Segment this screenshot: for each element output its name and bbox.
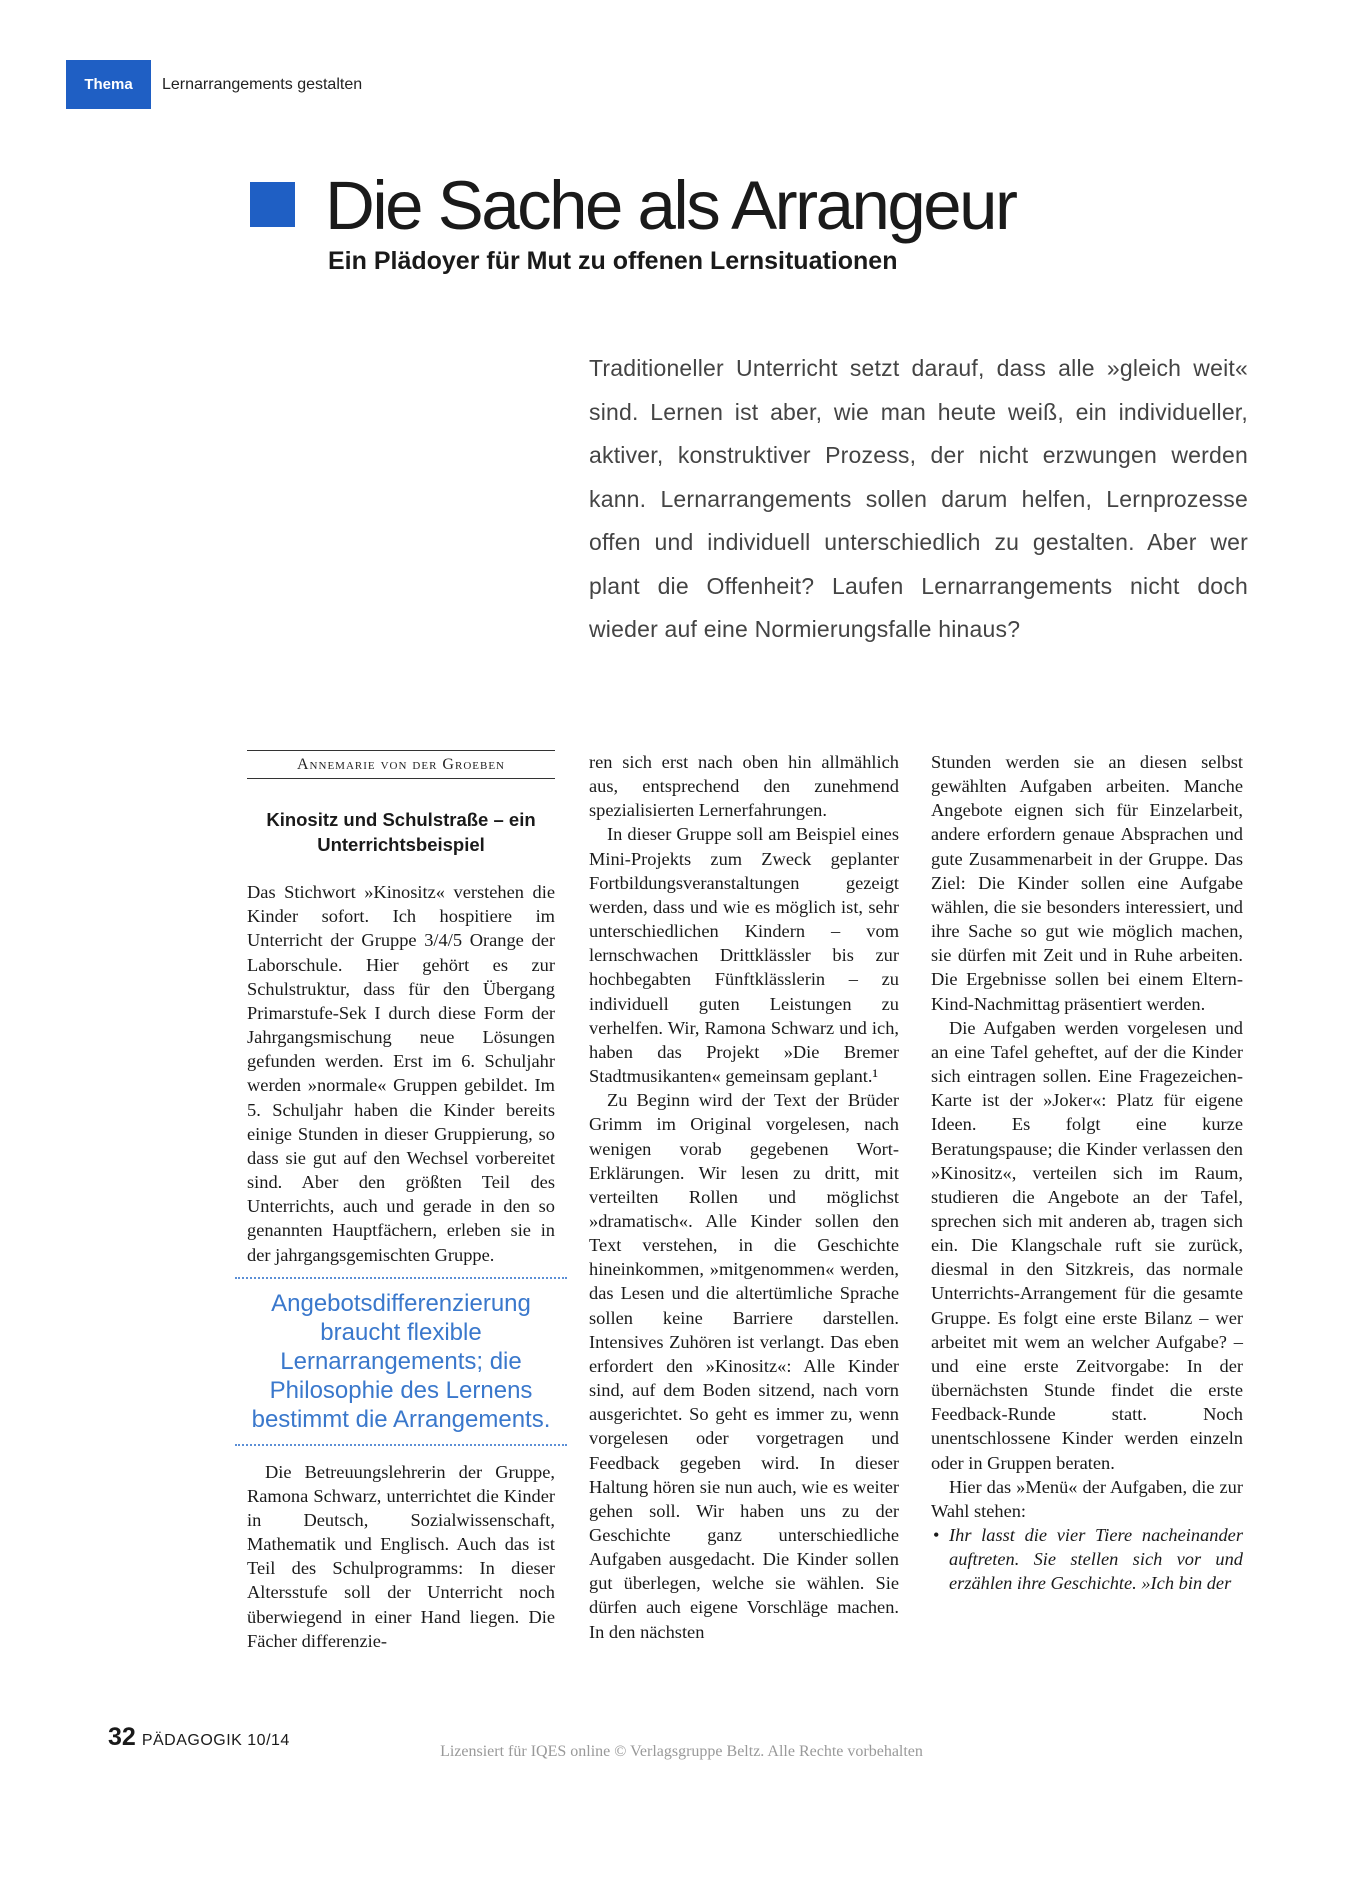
article-subtitle: Ein Plädoyer für Mut zu offenen Lernsituationen [328, 247, 898, 275]
body-paragraph: Hier das »Menü« der Aufgaben, die zur Wahl stehen: [931, 1476, 1243, 1521]
bullet-icon: • [933, 1525, 940, 1545]
pullquote [235, 1277, 567, 1446]
body-paragraph: ren sich erst nach oben hin allmählich aus, entsprechend den zunehmend spezialisierten Lernerfahrungen. [589, 752, 899, 821]
body-paragraph: In dieser Gruppe soll am Beispiel eines Mini-Projekts zum Zweck geplanter Fortbildungsveranstaltungen gezeigt werden, dass und wie es möglich ist, sehr unterschiedlichen Kindern – vom lernschwachen Drittklässler bis zur hochbegabten Fünftklässlerin – zu individuell guten Leistungen zu verhelfen. Wir, Ramona Schwarz und ich, haben das Projekt »Die Bremer Stadtmusikanten« gemeinsam geplant.¹ [589, 824, 899, 1087]
title-square-icon [250, 182, 295, 227]
body-paragraph: Die Aufgaben werden vorgelesen und an eine Tafel geheftet, auf der die Kinder sich eintragen sollen. Eine Fragezeichen-Karte ist der »Joker«: Platz für eigene Ideen. Es folgt eine kurze Beratungspause; die Kinder verlassen den »Kinositz«, verteilen sich im Raum, studieren die Angebote an der Tafel, sprechen sich mit anderen ab, tragen sich ein. Die Klangschale ruft sie zurück, diesmal in den Sitzkreis, das normale Unterrichts-Arrangement für die gesamte Gruppe. Es folgt eine erste Bilanz – wer arbeitet mit wem an welcher Aufgabe? – und eine erste Zeitvorgabe: In der übernächsten Stunde findet die erste Feedback-Runde statt. Noch unentschlossene Kinder werden einzeln oder in Gruppen beraten. [931, 1017, 1243, 1473]
license-note: Lizensiert für IQES online © Verlagsgruppe Beltz. Alle Rechte vorbehalten [440, 1743, 923, 1760]
body-paragraph: Stunden werden sie an diesen selbst gewählten Aufgaben arbeiten. Manche Angebote eignen sich für Einzelarbeit, andere erfordern genaue Absprachen und gute Zusammenarbeit in der Gruppe. Das Ziel: Die Kinder sollen eine Aufgabe wählen, die sie besonders interessiert, und ihre Sache so gut wie möglich machen, sie dürfen mit Zeit und in Ruhe arbeiten. Die Ergebnisse sollen bei einem Eltern-Kind-Nachmittag präsentiert werden. [931, 752, 1243, 1014]
section-label: Lernarrangements gestalten [162, 75, 363, 93]
author-name: Annemarie von der Groeben [297, 756, 505, 773]
body-paragraph: Das Stichwort »Kinositz« verstehen die Kinder sofort. Ich hospitiere im Unterricht der Gruppe 3/4/5 Orange der Laborschule. Hier gehört es zur Schulstruktur, dass für den Übergang Primarstufe-Sek I durch diese Form der Jahrgangsmischung neue Lösungen gefunden werden. Erst im 6. Schuljahr werden »normale« Gruppen gebildet. Im 5. Schuljahr haben die Kinder bereits einige Stunden in dieser Gruppierung, so dass sie gut auf den Wechsel vorbereitet sind. Aber den größten Teil des Unterrichts, auch und gerade in den so genannten Hauptfächern, erleben sie in der jahrgangsgemischten Gruppe. [247, 882, 555, 1265]
lead-paragraph: Traditioneller Unterricht setzt darauf, dass alle »gleich weit« sind. Lernen ist aber, wie man heute weiß, ein individueller, aktiver, konstruktiver Prozess, der nicht erzwungen werden kann. Lernarrangements sollen darum helfen, Lernprozesse offen und individuell unterschiedlich zu gestalten. Aber wer plant die Offenheit? Laufen Lernarrangements nicht doch wieder auf eine Normierungsfalle hinaus? [589, 355, 1248, 642]
column-2 [589, 750, 899, 1644]
list-item-text: Ihr lasst die vier Tiere nacheinander auftreten. Sie stellen sich vor und erzählen ihre Geschichte. »Ich bin der [949, 1525, 1243, 1594]
body-paragraph: Die Betreuungslehrerin der Gruppe, Ramona Schwarz, unterrichtet die Kinder in Deutsch, Sozialwissenschaft, Mathematik und Englisch. Auch das ist Teil des Schulprogramms: In dieser Altersstufe soll der Unterricht noch überwiegend in einer Hand liegen. Die Fächer differenzie- [247, 1461, 555, 1651]
body-paragraph: Zu Beginn wird der Text der Brüder Grimm im Original vorgelesen, nach wenigen vorab gegebenen Wort-Erklärungen. Wir lesen zu dritt, mit verteilten Rollen und möglichst »dramatisch«. Alle Kinder sollen den Text verstehen, in die Geschichte hineinkommen, »mitgenommen« werden, das Lesen und die altertümliche Sprache sollen keine Barriere darstellen. Intensives Zuhören ist verlangt. Das eben erfordert den »Kinositz«: Alle Kinder sind, auf dem Boden sitzend, nach vorn ausgerichtet. So geht es immer zu, wenn vorgelesen oder vorgetragen und Feedback gegeben wird. In dieser Haltung hören sie nun auch, wie es weiter gehen soll. Wir haben uns zu der Geschichte ganz unterschiedliche Aufgaben ausgedacht. Die Kinder sollen gut überlegen, welche sie wählen. Sie dürfen auch eigene Vorschläge machen. In den nächsten [589, 1090, 899, 1642]
task-list [931, 1523, 1243, 1595]
page-number: 32 [108, 1723, 136, 1751]
section-heading: Kinositz und Schulstraße – ein Unterrichtsbeispiel [266, 809, 536, 856]
column-1 [247, 750, 555, 1653]
pullquote-text: Angebotsdifferenzierung braucht flexible Lernarrangements; die Philosophie des Lernens bestimmt die Arrangements. [251, 1289, 551, 1433]
journal-name: PÄDAGOGIK 10/14 [141, 1732, 290, 1749]
article-title: Die Sache als Arrangeur [325, 167, 1016, 244]
list-item [931, 1523, 1243, 1595]
column-3 [931, 750, 1243, 1595]
author-rule-bottom [247, 778, 555, 779]
thema-label: Thema [66, 60, 151, 109]
section-tag [66, 60, 362, 109]
